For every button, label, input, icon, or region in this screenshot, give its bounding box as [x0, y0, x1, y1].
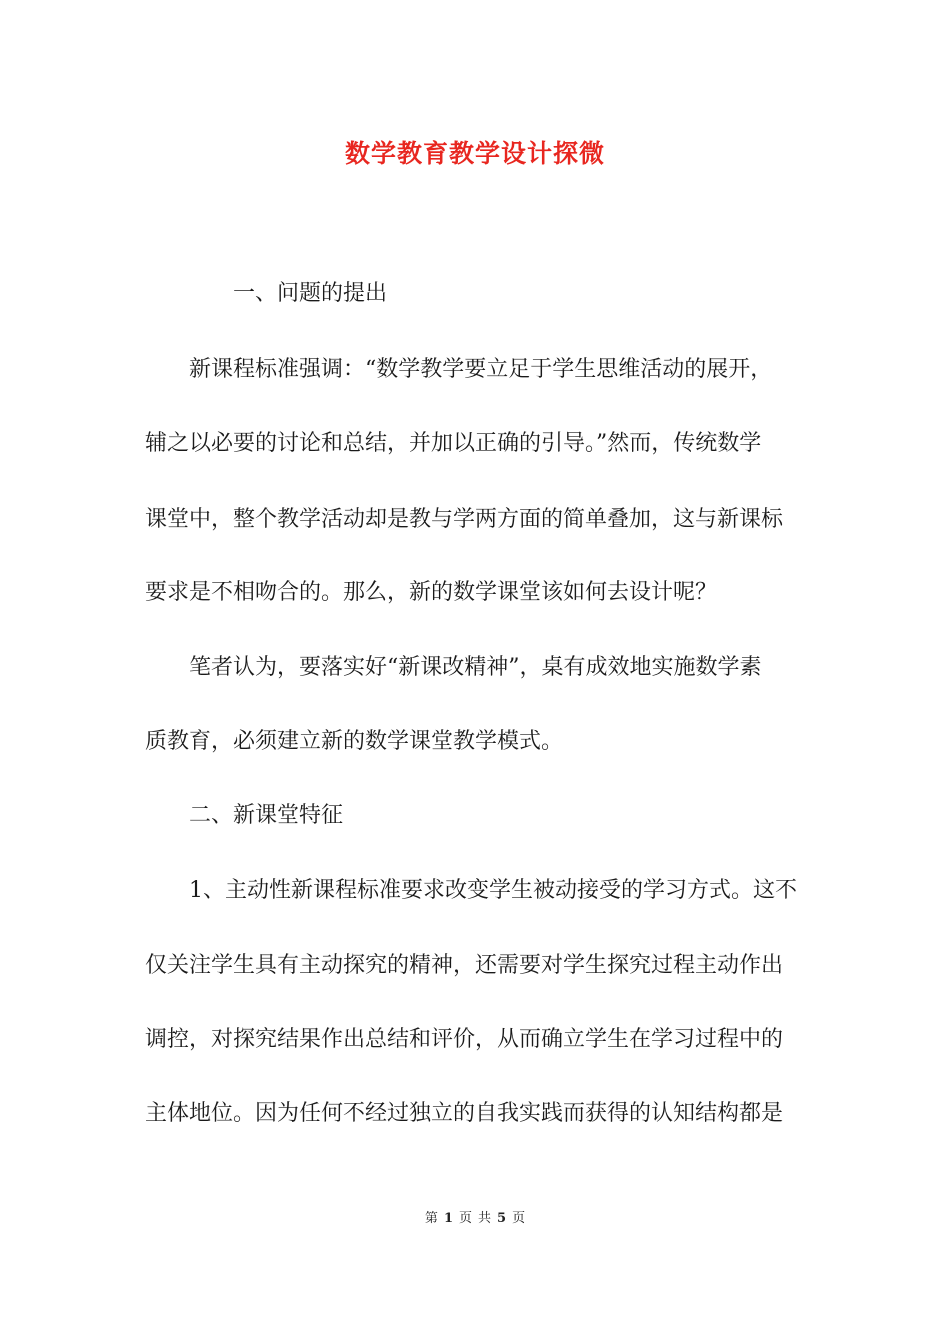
paragraph-line: 新课程标准强调：“数学教学要立足于学生思维活动的展开， — [189, 357, 773, 382]
footer-page-unit: 页 — [458, 1211, 472, 1226]
paragraph-line: 笔者认为，要落实好“新课改精神”，桌有成效地实施数学素 — [189, 655, 762, 680]
footer-total-pages: 5 — [497, 1211, 507, 1226]
section-heading-2: 二、新课堂特征 — [189, 803, 344, 828]
section-heading-1: 一、问题的提出 — [233, 281, 388, 306]
paragraph-line: 1、主动性新课程标准要求改变学生被动接受的学习方式。这不 — [189, 878, 797, 903]
document-title: 数学教育教学设计探微 — [344, 139, 605, 168]
paragraph-line: 要求是不相吻合的。那么，新的数学课堂该如何去设计呢？ — [145, 580, 718, 605]
footer-total-unit: 页 — [512, 1211, 526, 1226]
paragraph-line: 仅关注学生具有主动探究的精神，还需要对学生探究过程主动作出 — [145, 953, 784, 978]
paragraph-line: 质教育，必须建立新的数学课堂教学模式。 — [145, 729, 564, 754]
footer-total-prefix: 共 — [478, 1211, 492, 1226]
paragraph-line: 调控，对探究结果作出总结和评价，从而确立学生在学习过程中的 — [145, 1027, 784, 1052]
footer-prefix: 第 — [424, 1211, 438, 1226]
footer-page-number: 1 — [443, 1211, 453, 1226]
paragraph-line: 主体地位。因为任何不经过独立的自我实践而获得的认知结构都是 — [145, 1101, 784, 1126]
paragraph-line: 辅之以必要的讨论和总结，并加以正确的引导。”然而，传统数学 — [145, 431, 762, 456]
page-footer — [0, 1207, 950, 1226]
paragraph-line: 课堂中，整个教学活动却是教与学两方面的简单叠加，这与新课标 — [145, 507, 784, 532]
